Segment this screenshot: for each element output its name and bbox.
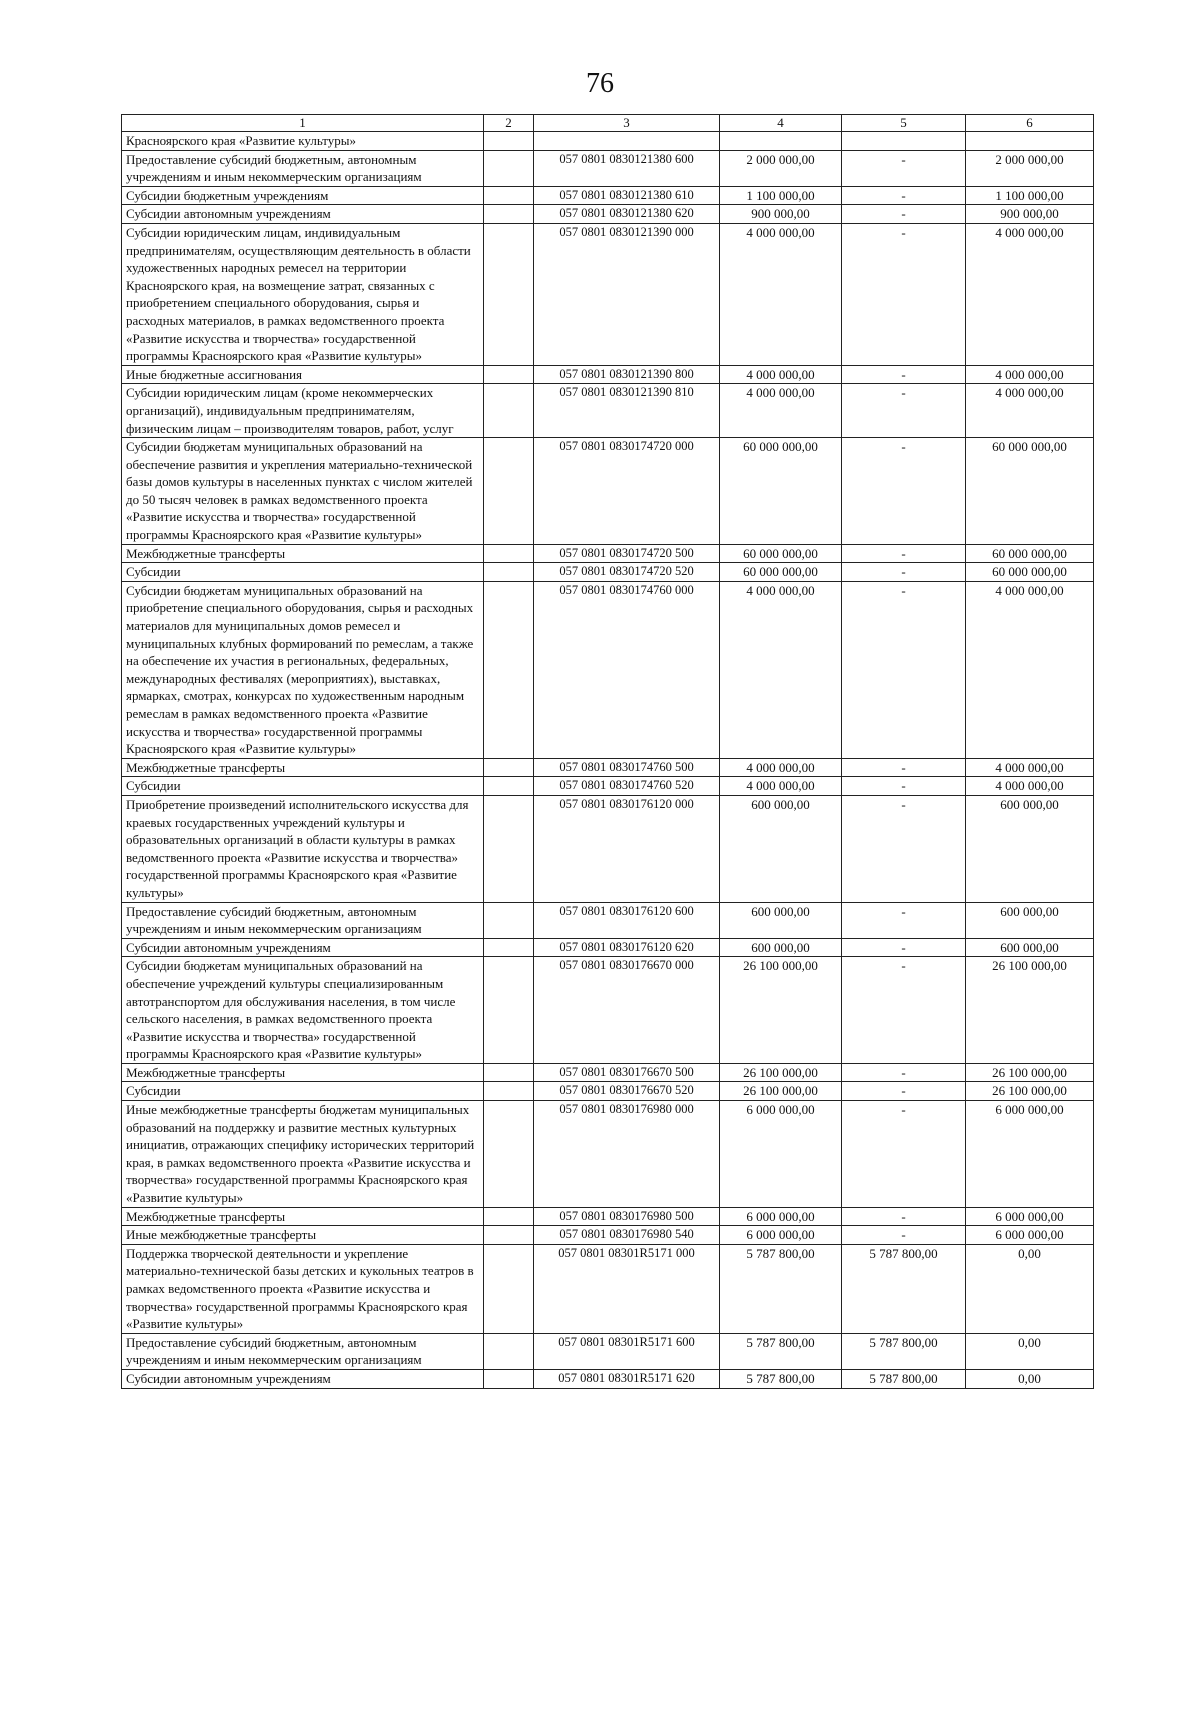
row-col2-cell (484, 544, 534, 563)
row-value4-cell: 4 000 000,00 (720, 581, 842, 758)
row-name-cell: Межбюджетные трансферты (122, 758, 484, 777)
row-value4-cell: 5 787 800,00 (720, 1244, 842, 1333)
row-name-cell: Субсидии автономным учреждениям (122, 205, 484, 224)
row-value6-cell: 600 000,00 (966, 795, 1094, 902)
row-name-cell: Межбюджетные трансферты (122, 1207, 484, 1226)
row-value5-cell: - (842, 384, 966, 438)
row-value4-cell: 6 000 000,00 (720, 1207, 842, 1226)
row-value4-cell: 900 000,00 (720, 205, 842, 224)
row-code-cell: 057 0801 0830176980 540 (534, 1226, 720, 1245)
row-code-cell: 057 0801 0830121390 800 (534, 365, 720, 384)
column-header: 1 (122, 115, 484, 132)
row-value4-cell (720, 132, 842, 151)
row-value5-cell: - (842, 1082, 966, 1101)
row-value5-cell: - (842, 795, 966, 902)
table-row (122, 1369, 1094, 1388)
row-value6-cell: 60 000 000,00 (966, 563, 1094, 582)
row-col2-cell (484, 186, 534, 205)
row-code-cell: 057 0801 0830176980 000 (534, 1101, 720, 1208)
row-col2-cell (484, 205, 534, 224)
row-code-cell: 057 0801 0830176670 520 (534, 1082, 720, 1101)
table-row (122, 777, 1094, 796)
row-value4-cell: 4 000 000,00 (720, 223, 842, 365)
row-col2-cell (484, 1207, 534, 1226)
table-row (122, 384, 1094, 438)
row-name-cell: Предоставление субсидий бюджетным, автономным учреждениям и иным некоммерческим организациям (122, 1333, 484, 1369)
row-value5-cell (842, 132, 966, 151)
row-code-cell: 057 0801 0830176120 620 (534, 938, 720, 957)
row-value4-cell: 600 000,00 (720, 795, 842, 902)
row-name-cell: Иные межбюджетные трансферты (122, 1226, 484, 1245)
row-name-cell: Субсидии автономным учреждениям (122, 1369, 484, 1388)
row-value5-cell: - (842, 223, 966, 365)
table-row (122, 1244, 1094, 1333)
row-value4-cell: 60 000 000,00 (720, 544, 842, 563)
row-code-cell: 057 0801 0830176670 500 (534, 1063, 720, 1082)
table-row (122, 938, 1094, 957)
row-col2-cell (484, 902, 534, 938)
row-col2-cell (484, 957, 534, 1064)
row-value6-cell: 4 000 000,00 (966, 777, 1094, 796)
table-row (122, 1333, 1094, 1369)
row-value5-cell: - (842, 1063, 966, 1082)
row-value4-cell: 26 100 000,00 (720, 957, 842, 1064)
row-value5-cell: - (842, 957, 966, 1064)
row-value5-cell: - (842, 1207, 966, 1226)
row-value4-cell: 5 787 800,00 (720, 1369, 842, 1388)
row-value5-cell: - (842, 1226, 966, 1245)
row-name-cell: Межбюджетные трансферты (122, 544, 484, 563)
row-value5-cell: - (842, 1101, 966, 1208)
table-row (122, 1101, 1094, 1208)
row-value4-cell: 4 000 000,00 (720, 384, 842, 438)
row-value6-cell: 60 000 000,00 (966, 544, 1094, 563)
row-col2-cell (484, 223, 534, 365)
row-value6-cell: 0,00 (966, 1369, 1094, 1388)
column-header: 4 (720, 115, 842, 132)
row-code-cell: 057 0801 0830174720 520 (534, 563, 720, 582)
row-name-cell: Субсидии (122, 563, 484, 582)
row-col2-cell (484, 132, 534, 151)
row-name-cell: Субсидии бюджетам муниципальных образований на обеспечение развития и укрепления материально-технической базы домов культуры в населенных пунктах с числом жителей до 50 тысяч человек в рамках ведомственного проекта «Развитие искусства и творчества» государственной программы Красноярского края «Развитие культуры» (122, 438, 484, 545)
row-value4-cell: 60 000 000,00 (720, 563, 842, 582)
row-name-cell: Межбюджетные трансферты (122, 1063, 484, 1082)
row-code-cell: 057 0801 0830176120 600 (534, 902, 720, 938)
row-value4-cell: 1 100 000,00 (720, 186, 842, 205)
table-row (122, 132, 1094, 151)
row-name-cell: Красноярского края «Развитие культуры» (122, 132, 484, 151)
row-code-cell: 057 0801 0830121380 610 (534, 186, 720, 205)
row-col2-cell (484, 1244, 534, 1333)
row-col2-cell (484, 1369, 534, 1388)
row-value6-cell (966, 132, 1094, 151)
table-row (122, 1063, 1094, 1082)
row-code-cell: 057 0801 0830176670 000 (534, 957, 720, 1064)
row-value5-cell: 5 787 800,00 (842, 1244, 966, 1333)
table-row (122, 758, 1094, 777)
row-code-cell: 057 0801 0830174760 500 (534, 758, 720, 777)
row-col2-cell (484, 1333, 534, 1369)
row-code-cell: 057 0801 0830121380 620 (534, 205, 720, 224)
row-name-cell: Субсидии юридическим лицам, индивидуальным предпринимателям, осуществляющим деятельность в области художественных народных ремесел на территории Красноярского края, на возмещение затрат, связанных с приобретением специального оборудования, сырья и расходных материалов, в рамках ведомственного проекта «Развитие искусства и творчества» государственной программы Красноярского края «Развитие культуры» (122, 223, 484, 365)
row-name-cell: Субсидии (122, 777, 484, 796)
row-code-cell: 057 0801 0830174720 000 (534, 438, 720, 545)
row-name-cell: Иные бюджетные ассигнования (122, 365, 484, 384)
row-col2-cell (484, 795, 534, 902)
header-row (122, 115, 1094, 132)
table-row (122, 563, 1094, 582)
row-value5-cell: - (842, 902, 966, 938)
row-value4-cell: 4 000 000,00 (720, 777, 842, 796)
column-header: 5 (842, 115, 966, 132)
row-value5-cell: - (842, 150, 966, 186)
row-name-cell: Субсидии бюджетам муниципальных образований на обеспечение учреждений культуры специализированным автотранспортом для обслуживания населения, в том числе сельского населения, в рамках ведомственного проекта «Развитие искусства и творчества» государственной программы Красноярского края «Развитие культуры» (122, 957, 484, 1064)
row-value6-cell: 6 000 000,00 (966, 1101, 1094, 1208)
row-col2-cell (484, 1063, 534, 1082)
row-value6-cell: 6 000 000,00 (966, 1207, 1094, 1226)
row-value5-cell: 5 787 800,00 (842, 1369, 966, 1388)
row-value4-cell: 60 000 000,00 (720, 438, 842, 545)
table-row (122, 223, 1094, 365)
row-value6-cell: 26 100 000,00 (966, 1063, 1094, 1082)
row-value6-cell: 26 100 000,00 (966, 1082, 1094, 1101)
row-value6-cell: 4 000 000,00 (966, 758, 1094, 777)
row-value6-cell: 26 100 000,00 (966, 957, 1094, 1064)
row-code-cell: 057 0801 0830174760 000 (534, 581, 720, 758)
row-value5-cell: - (842, 563, 966, 582)
row-col2-cell (484, 1226, 534, 1245)
row-name-cell: Субсидии юридическим лицам (кроме некоммерческих организаций), индивидуальным предпринимателям, физическим лицам – производителям товаров, работ, услуг (122, 384, 484, 438)
row-code-cell: 057 0801 08301R5171 600 (534, 1333, 720, 1369)
row-col2-cell (484, 581, 534, 758)
table-body (122, 132, 1094, 1389)
table-row (122, 1082, 1094, 1101)
row-value5-cell: - (842, 777, 966, 796)
row-value6-cell: 4 000 000,00 (966, 384, 1094, 438)
row-name-cell: Субсидии автономным учреждениям (122, 938, 484, 957)
row-col2-cell (484, 365, 534, 384)
row-code-cell: 057 0801 08301R5171 620 (534, 1369, 720, 1388)
row-value6-cell: 0,00 (966, 1244, 1094, 1333)
row-value6-cell: 600 000,00 (966, 902, 1094, 938)
row-value5-cell: - (842, 938, 966, 957)
row-name-cell: Субсидии (122, 1082, 484, 1101)
row-name-cell: Иные межбюджетные трансферты бюджетам муниципальных образований на поддержку и развитие местных культурных инициатив, отражающих специфику исторических территорий края, в рамках ведомственного проекта «Развитие искусства и творчества» государственной программы Красноярского края «Развитие культуры» (122, 1101, 484, 1208)
row-value6-cell: 60 000 000,00 (966, 438, 1094, 545)
row-col2-cell (484, 563, 534, 582)
row-col2-cell (484, 1101, 534, 1208)
row-code-cell: 057 0801 08301R5171 000 (534, 1244, 720, 1333)
row-col2-cell (484, 1082, 534, 1101)
row-code-cell (534, 132, 720, 151)
table-row (122, 544, 1094, 563)
row-col2-cell (484, 777, 534, 796)
row-col2-cell (484, 938, 534, 957)
row-code-cell: 057 0801 0830121380 600 (534, 150, 720, 186)
row-value4-cell: 6 000 000,00 (720, 1101, 842, 1208)
row-name-cell: Предоставление субсидий бюджетным, автономным учреждениям и иным некоммерческим организациям (122, 150, 484, 186)
row-value4-cell: 26 100 000,00 (720, 1082, 842, 1101)
row-name-cell: Предоставление субсидий бюджетным, автономным учреждениям и иным некоммерческим организациям (122, 902, 484, 938)
row-name-cell: Поддержка творческой деятельности и укрепление материально-технической базы детских и кукольных театров в рамках ведомственного проекта «Развитие искусства и творчества» государственной программы Красноярского края «Развитие культуры» (122, 1244, 484, 1333)
row-value5-cell: - (842, 438, 966, 545)
row-value6-cell: 600 000,00 (966, 938, 1094, 957)
row-value6-cell: 4 000 000,00 (966, 581, 1094, 758)
row-col2-cell (484, 384, 534, 438)
row-value5-cell: - (842, 758, 966, 777)
column-header: 2 (484, 115, 534, 132)
row-code-cell: 057 0801 0830121390 810 (534, 384, 720, 438)
row-code-cell: 057 0801 0830121390 000 (534, 223, 720, 365)
table-row (122, 795, 1094, 902)
row-value4-cell: 4 000 000,00 (720, 758, 842, 777)
row-value6-cell: 6 000 000,00 (966, 1226, 1094, 1245)
row-code-cell: 057 0801 0830176120 000 (534, 795, 720, 902)
table-row (122, 205, 1094, 224)
row-value4-cell: 5 787 800,00 (720, 1333, 842, 1369)
row-value4-cell: 26 100 000,00 (720, 1063, 842, 1082)
row-value5-cell: - (842, 205, 966, 224)
row-value5-cell: 5 787 800,00 (842, 1333, 966, 1369)
table-row (122, 186, 1094, 205)
row-col2-cell (484, 438, 534, 545)
row-name-cell: Субсидии бюджетным учреждениям (122, 186, 484, 205)
row-code-cell: 057 0801 0830174760 520 (534, 777, 720, 796)
row-value5-cell: - (842, 365, 966, 384)
row-value6-cell: 1 100 000,00 (966, 186, 1094, 205)
budget-table (121, 114, 1094, 1389)
page-number: 76 (586, 68, 614, 99)
column-header: 6 (966, 115, 1094, 132)
row-value4-cell: 600 000,00 (720, 902, 842, 938)
table-row (122, 1226, 1094, 1245)
row-code-cell: 057 0801 0830176980 500 (534, 1207, 720, 1226)
row-value5-cell: - (842, 544, 966, 563)
row-value4-cell: 600 000,00 (720, 938, 842, 957)
row-code-cell: 057 0801 0830174720 500 (534, 544, 720, 563)
row-value6-cell: 2 000 000,00 (966, 150, 1094, 186)
row-value4-cell: 2 000 000,00 (720, 150, 842, 186)
row-value4-cell: 6 000 000,00 (720, 1226, 842, 1245)
table-row (122, 581, 1094, 758)
row-name-cell: Приобретение произведений исполнительского искусства для краевых государственных учреждений культуры и образовательных организаций в области культуры в рамках ведомственного проекта «Развитие искусства и творчества» государственной программы Красноярского края «Развитие культуры» (122, 795, 484, 902)
row-col2-cell (484, 150, 534, 186)
row-value4-cell: 4 000 000,00 (720, 365, 842, 384)
row-value5-cell: - (842, 186, 966, 205)
row-value6-cell: 4 000 000,00 (966, 365, 1094, 384)
table-row (122, 150, 1094, 186)
row-value5-cell: - (842, 581, 966, 758)
table-row (122, 438, 1094, 545)
row-col2-cell (484, 758, 534, 777)
table-row (122, 957, 1094, 1064)
row-value6-cell: 900 000,00 (966, 205, 1094, 224)
table-row (122, 902, 1094, 938)
column-header: 3 (534, 115, 720, 132)
row-value6-cell: 4 000 000,00 (966, 223, 1094, 365)
row-value6-cell: 0,00 (966, 1333, 1094, 1369)
row-name-cell: Субсидии бюджетам муниципальных образований на приобретение специального оборудования, сырья и расходных материалов для муниципальных домов ремесел и муниципальных клубных формирований по ремеслам, а также на обеспечение их участия в региональных, федеральных, международных фестивалях (мероприятиях), выставках, ярмарках, смотрах, конкурсах по художественным народным ремеслам в рамках ведомственного проекта «Развитие искусства и творчества» государственной программы Красноярского края «Развитие культуры» (122, 581, 484, 758)
table-row (122, 365, 1094, 384)
table-row (122, 1207, 1094, 1226)
